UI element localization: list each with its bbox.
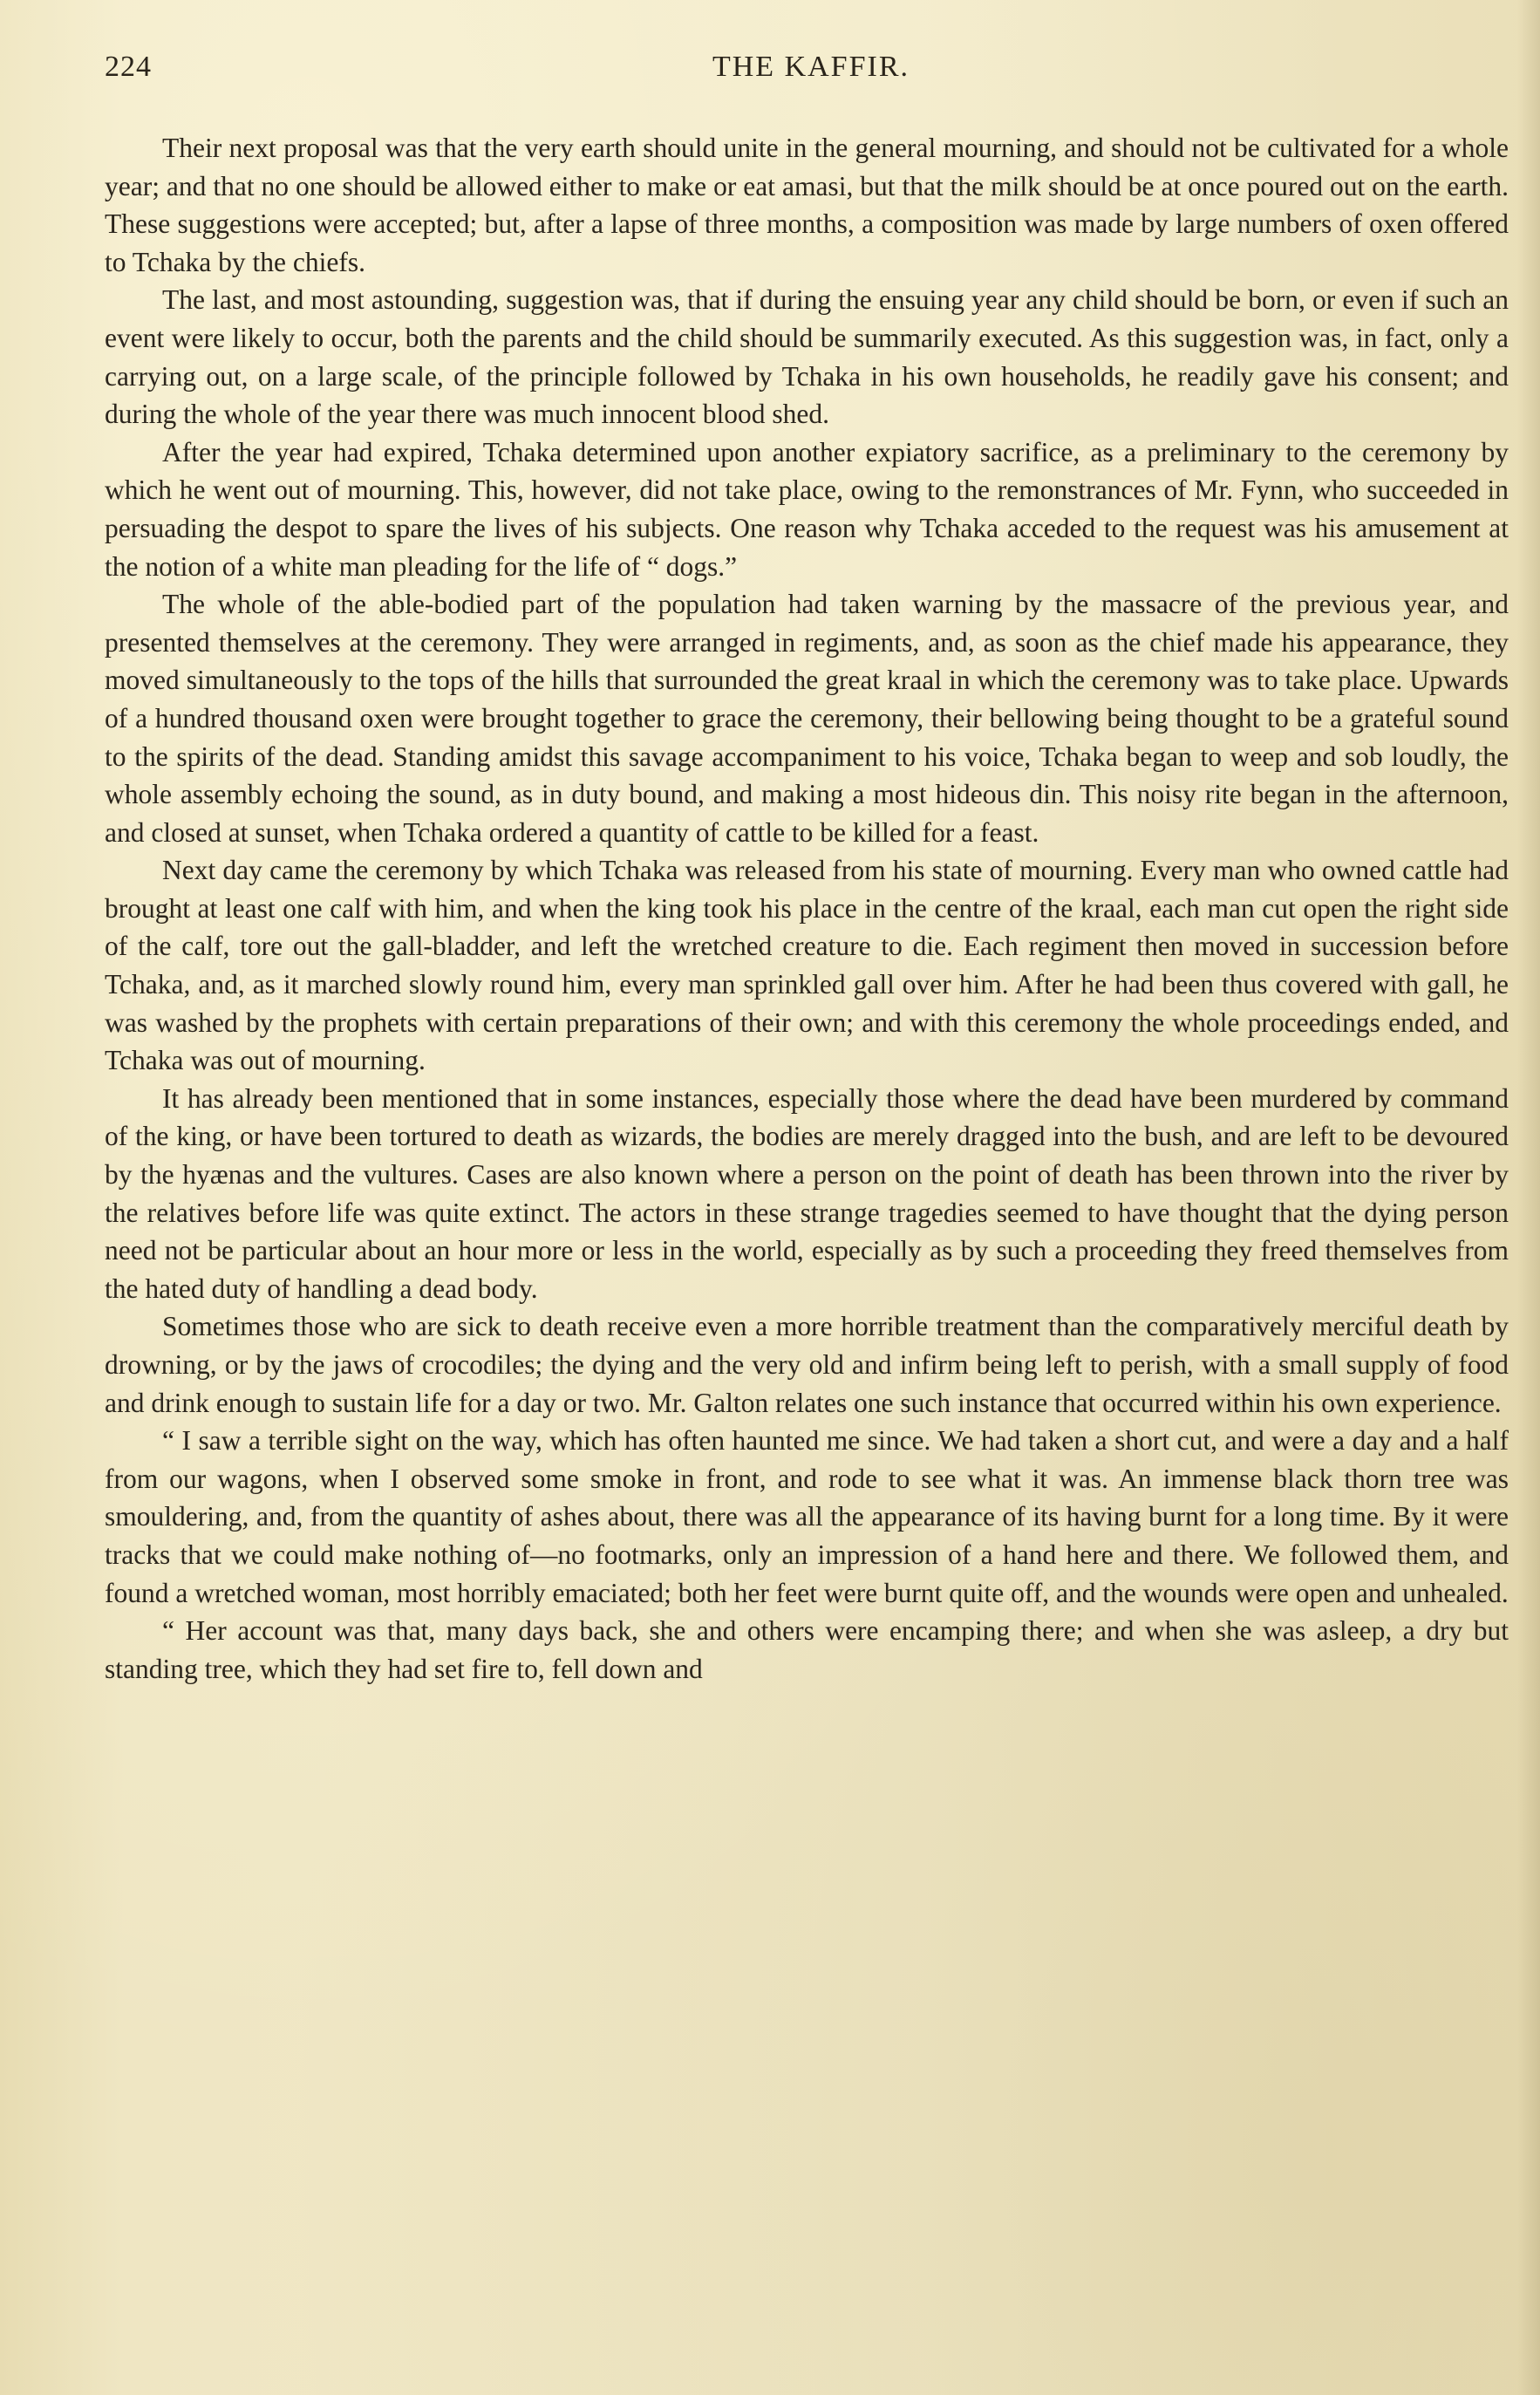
page-header: [105, 51, 1517, 94]
quotation-paragraph: “ I saw a terrible sight on the way, which has often haunted me since. We had taken a short cut, and were a day and a half from our wagons, when I observed some smoke in front, and rode to see what it was. An immense black thorn tree was smouldering, and, from the quantity of ashes about, there was all the appearance of its having burnt for a long time. By it were tracks that we could make nothing of—no footmarks, only an impression of a hand here and there. We followed them, and found a wretched woman, most horribly emaciated; both her feet were burnt quite off, and the wounds were open and unhealed.: [105, 1425, 1509, 1608]
paragraph: The whole of the able-bodied part of the population had taken warning by the massacre of the previous year, and presented themselves at the ceremony. They were arranged in regiments, and, as soon as the chief made his appearance, they moved simultaneously to the tops of the hills that surrounded the great kraal in which the ceremony was to take place. Upwards of a hundred thousand oxen were brought together to grace the ceremony, their bellowing being thought to be a grateful sound to the spirits of the dead. Standing amidst this savage accompaniment to his voice, Tchaka began to weep and sob loudly, the whole assembly echoing the sound, as in duty bound, and making a most hideous din. This noisy rite began in the afternoon, and closed at sunset, when Tchaka ordered a quantity of cattle to be killed for a feast.: [105, 589, 1509, 848]
running-head: THE KAFFIR.: [712, 51, 910, 83]
page-number: 224: [105, 51, 152, 83]
paragraph: It has already been mentioned that in some instances, especially those where the dead have been murdered by command of the king, or have been tortured to death as wizards, the bodies are merely dragged into the bush, and are left to be devoured by the hyænas and the vultures. Cases are also known where a person on the point of death has been thrown into the river by the relatives before life was quite extinct. The actors in these strange tragedies seemed to have thought that the dying person need not be particular about an hour more or less in the world, especially as by such a proceeding they freed themselves from the hated duty of handling a dead body.: [105, 1082, 1509, 1304]
body-text: [105, 129, 1509, 1688]
paragraph: Next day came the ceremony by which Tchaka was released from his state of mourning. Every man who owned cattle had brought at least one calf with him, and when the king took his place in the centre of the kraal, each man cut open the right side of the calf, tore out the gall-bladder, and left the wretched creature to die. Each regiment then moved in succession before Tchaka, and, as it marched slowly round him, every man sprinkled gall over him. After he had been thus covered with gall, he was washed by the prophets with certain preparations of their own; and with this ceremony the whole proceedings ended, and Tchaka was out of mourning.: [105, 855, 1509, 1076]
paragraph: After the year had expired, Tchaka determined upon another expiatory sacrifice, as a preliminary to the ceremony by which he went out of mourning. This, however, did not take place, owing to the remonstrances of Mr. Fynn, who succeeded in persuading the despot to spare the lives of his subjects. One reason why Tchaka acceded to the request was his amusement at the notion of a white man pleading for the life of “ dogs.”: [105, 436, 1509, 582]
quotation-paragraph: “ Her account was that, many days back, she and others were encamping there; and when she was asleep, a dry but standing tree, which they had set fire to, fell down and: [105, 1615, 1509, 1684]
paragraph: Their next proposal was that the very earth should unite in the general mourning, and should not be cultivated for a whole year; and that no one should be allowed either to make or eat amasi, but that the milk should be at once poured out on the earth. These suggestions were accepted; but, after a lapse of three months, a composition was made by large numbers of oxen offered to Tchaka by the chiefs.: [105, 133, 1509, 277]
paragraph: The last, and most astounding, suggestion was, that if during the ensuing year any child should be born, or even if such an event were likely to occur, both the parents and the child should be summarily executed. As this suggestion was, in fact, only a carrying out, on a large scale, of the principle followed by Tchaka in his own households, he readily gave his consent; and during the whole of the year there was much innocent blood shed.: [105, 284, 1509, 430]
paragraph: Sometimes those who are sick to death receive even a more horrible treatment than the comparatively merciful death by drowning, or by the jaws of crocodiles; the dying and the very old and infirm being left to perish, with a small supply of food and drink enough to sustain life for a day or two. Mr. Galton relates one such instance that occurred within his own experience.: [105, 1311, 1509, 1418]
